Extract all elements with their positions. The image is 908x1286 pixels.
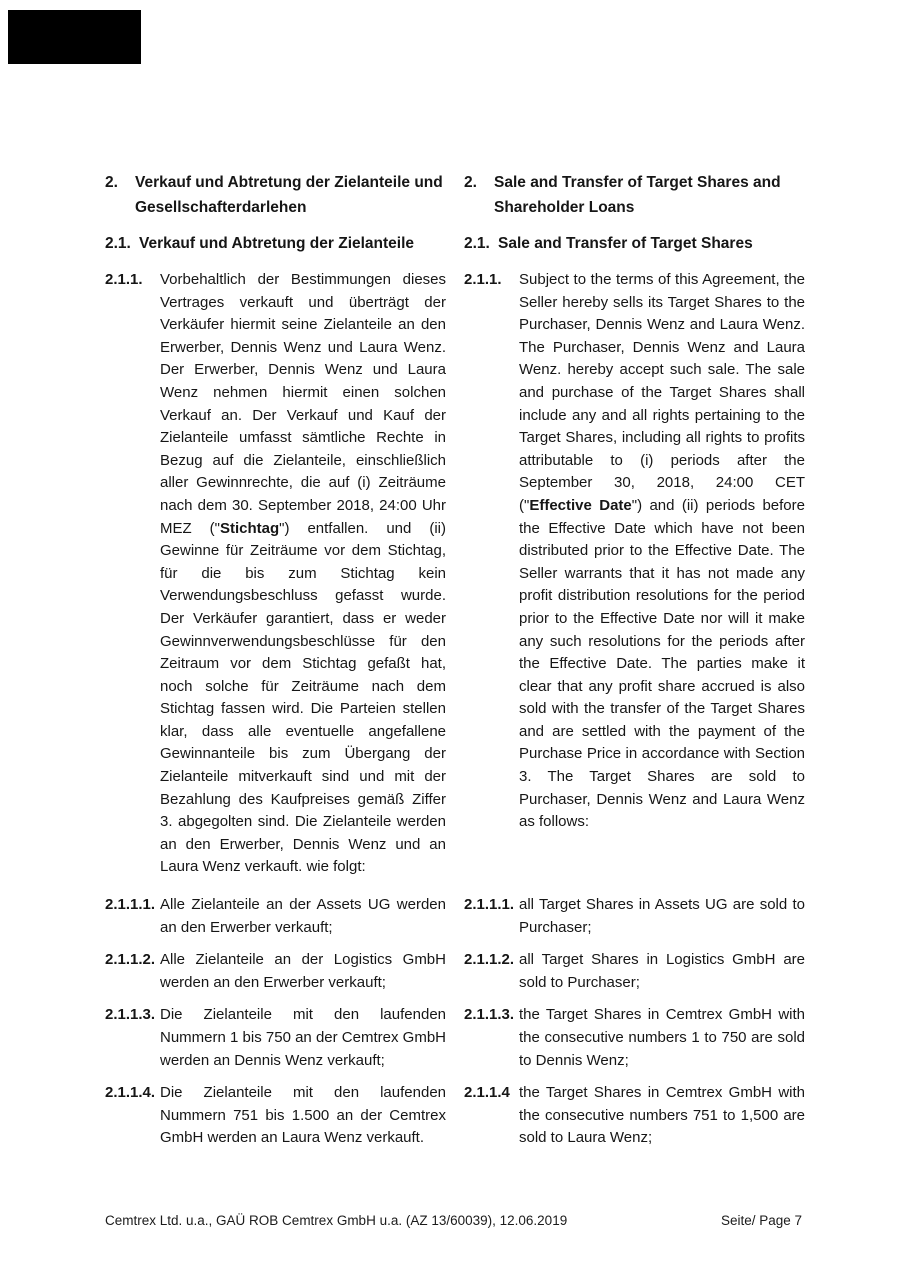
subclause-2-number-de: 2.1.1.2. (105, 951, 156, 969)
subclause-row-2 (105, 949, 805, 994)
section-number-de: 2. (105, 174, 118, 191)
subclause-4-de (105, 1082, 446, 1150)
subclause-1-text-en: all Target Shares in Assets UG are sold to Purchaser; (519, 896, 805, 936)
page-number: Seite/ Page 7 (720, 1213, 802, 1228)
clause-number-en: 2.1.1. (464, 271, 502, 288)
subclause-4-en (464, 1082, 805, 1150)
subsection-number-de: 2.1. (105, 235, 131, 252)
clause-row (105, 269, 805, 879)
subclause-3-number-de: 2.1.1.3. (105, 1006, 156, 1024)
subclause-3-de (105, 1004, 446, 1072)
subclause-1-number-en: 2.1.1.1. (464, 896, 515, 914)
subclause-2-number-en: 2.1.1.2. (464, 951, 515, 969)
subclause-row-1 (105, 894, 805, 939)
section-heading-text-de: Verkauf und Abtretung der Zielanteile und Gesellschafterdarlehen (135, 174, 443, 216)
clause-paragraph-de (105, 269, 446, 879)
section-heading-row (105, 170, 805, 220)
subclause-row-4 (105, 1082, 805, 1150)
subsection-number-en: 2.1. (464, 235, 490, 252)
clause-text-de: Vorbehaltlich der Bestimmungen dieses Vertrages verkauft und überträgt der Verkäufer hiermit seine Zielanteile an den Erwerber, Dennis Wenz und Laura Wenz. Der Erwerber, Dennis Wenz und Laura Wenz nehmen hiermit einen solchen Verkauf an. Der Verkauf und Kauf der Zielanteile umfasst sämtliche Rechte in Bezug auf die Zielanteile, einschließlich aller Gewinnrechte, die auf (i) Zeiträume nach dem 30. September 2018, 24:00 Uhr MEZ ("Stichtag") entfallen. und (ii) Gewinne für Zeiträume vor dem Stichtag, für die bis zum Stichtag kein Verwendungsbeschluss gefasst wurde. Der Verkäufer garantiert, dass er weder Gewinnverwendungsbeschlüsse für den Zeitraum vor dem Stichtag gefaßt hat, noch solche für Zeiträume nach dem Stichtag fassen wird. Die Parteien stellen klar, dass alle eventuelle angefallene Gewinnanteile bis zum Übergang der Zielanteile mitverkauft sind und mit der Bezahlung des Kaufpreises gemäß Ziffer 3. abgegolten sind. Die Zielanteile werden an den Erwerber, Dennis Wenz und an Laura Wenz verkauft. wie folgt: (160, 271, 446, 876)
page-content (105, 170, 805, 1160)
subsection-heading-text-de: Verkauf und Abtretung der Zielanteile (139, 235, 415, 252)
subclause-4-number-de: 2.1.1.4. (105, 1084, 156, 1102)
subsection-heading-text-en: Sale and Transfer of Target Shares (498, 235, 753, 252)
clause-paragraph-en (464, 269, 805, 834)
redaction-block (8, 10, 141, 64)
clause-number-de: 2.1.1. (105, 271, 143, 288)
section-heading-de (105, 170, 446, 220)
subclause-row-3 (105, 1004, 805, 1072)
subsection-heading-de (105, 231, 446, 256)
section-heading-en (464, 170, 805, 220)
subclause-3-en (464, 1004, 805, 1072)
subclause-2-de (105, 949, 446, 994)
subclause-3-text-de: Die Zielanteile mit den laufenden Nummern 1 bis 750 an der Cemtrex GmbH werden an Dennis Wenz verkauft; (160, 1006, 446, 1069)
subclause-4-number-en: 2.1.1.4 (464, 1084, 510, 1102)
subclause-4-text-en: the Target Shares in Cemtrex GmbH with the consecutive numbers 751 to 1,500 are sold to Laura Wenz; (519, 1084, 805, 1147)
subclause-3-number-en: 2.1.1.3. (464, 1006, 515, 1024)
section-heading-text-en: Sale and Transfer of Target Shares and Shareholder Loans (494, 174, 781, 216)
subclause-2-text-de: Alle Zielanteile an der Logistics GmbH werden an den Erwerber verkauft; (160, 951, 446, 991)
subclause-2-text-en: all Target Shares in Logistics GmbH are sold to Purchaser; (519, 951, 805, 991)
subclause-1-text-de: Alle Zielanteile an der Assets UG werden an den Erwerber verkauft; (160, 896, 446, 936)
subclause-1-en (464, 894, 805, 939)
footer-reference: Cemtrex Ltd. u.a., GAÜ ROB Cemtrex GmbH u.a. (AZ 13/60039), 12.06.2019 (105, 1213, 568, 1228)
subclause-1-number-de: 2.1.1.1. (105, 896, 156, 914)
subsection-heading-row (105, 231, 805, 256)
section-number-en: 2. (464, 174, 477, 191)
page-footer (105, 1212, 802, 1229)
subclause-4-text-de: Die Zielanteile mit den laufenden Nummern 751 bis 1.500 an der Cemtrex GmbH werden an Laura Wenz verkauft. (160, 1084, 446, 1147)
subclause-2-en (464, 949, 805, 994)
subclause-1-de (105, 894, 446, 939)
subsection-heading-en (464, 231, 805, 256)
clause-text-en: Subject to the terms of this Agreement, the Seller hereby sells its Target Shares to the Purchaser, Dennis Wenz and Laura Wenz. The Purchaser, Dennis Wenz and Laura Wenz. hereby accept such sale. The sale and purchase of the Target Shares shall include any and all rights pertaining to the Target Shares, including all rights to profits attributable to (i) periods after the September 30, 2018, 24:00 CET ("Effective Date") and (ii) periods before the Effective Date which have not been distributed prior to the Effective Date. The Seller warrants that it has not made any profit distribution resolutions for the period prior to the Effective Date nor will it make any such resolutions for the periods after the Effective Date. The parties make it clear that any profit share accrued is also sold with the transfer of the Target Shares and are settled with the payment of the Purchase Price in accordance with Section 3. The Target Shares are sold to Purchaser, Dennis Wenz and Laura Wenz as follows: (519, 271, 805, 831)
subclause-3-text-en: the Target Shares in Cemtrex GmbH with the consecutive numbers 1 to 750 are sold to Dennis Wenz; (519, 1006, 805, 1069)
